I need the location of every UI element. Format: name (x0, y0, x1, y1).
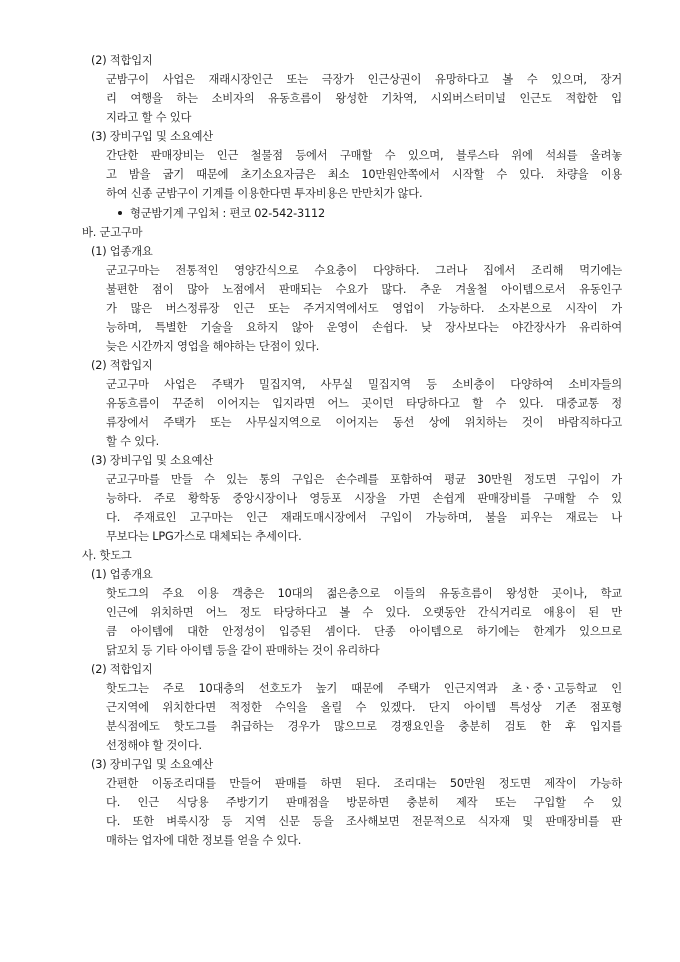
subheading-location-1: (2) 적합입지 (91, 54, 153, 67)
paragraph-line: 유동흐름이 꾸준히 이어지는 입지라면 어느 곳이던 타당하다고 할 수 있다. 대중교통 정 (106, 397, 622, 410)
section-heading-sweet-potato: 바. 군고구마 (82, 226, 143, 239)
subheading-overview-2: (1) 업종개요 (91, 245, 153, 258)
section-heading-hotdog: 사. 핫도그 (82, 549, 132, 562)
paragraph-line: 무보다는 LPG가스로 대체되는 추세이다. (106, 530, 302, 543)
subheading-equipment-1: (3) 장비구입 및 소요예산 (91, 130, 213, 143)
subheading-equipment-2: (3) 장비구입 및 소요예산 (91, 454, 213, 467)
paragraph-line: 군밤구이 사업은 재래시장인근 또는 극장가 인근상권이 유망하다고 볼 수 있으며, 장거 (106, 73, 622, 86)
paragraph-line: 근지역에 위치한다면 적정한 수익을 올릴 수 있겠다. 단지 아이템 특성상 기존 점포형 (106, 701, 622, 714)
paragraph-line: 군고구마는 전통적인 영양간식으로 수요층이 다양하다. 그러나 집에서 조리해 먹기에는 (106, 264, 622, 277)
paragraph-line: 늦은 시간까지 영업을 해야하는 단점이 있다. (106, 340, 320, 353)
paragraph-line: 할 수 있다. (106, 435, 160, 448)
paragraph-line: 류장에서 주택가 또는 사무실지역으로 이어지는 동선 상에 위치하는 것이 바람직하다고 (106, 416, 622, 429)
paragraph-line: 고 밤을 굽기 때문에 초기소요자금은 최소 10만원안쪽에서 시작할 수 있다. 차량을 이용 (106, 168, 622, 181)
bullet-item (118, 205, 325, 223)
subheading-equipment-3: (3) 장비구입 및 소요예산 (91, 758, 213, 771)
paragraph-line: 간단한 판매장비는 인근 철물점 등에서 구매할 수 있으며, 블루스타 위에 석쇠를 올려놓 (106, 149, 622, 162)
paragraph-line: 능하다. 주로 황학동 중앙시장이나 영등포 시장을 가면 손쉽게 판매장비를 구매할 수 있 (106, 492, 622, 505)
paragraph-line: 능하며, 특별한 기술을 요하지 않아 운영이 손쉽다. 낮 장사보다는 야간장사가 유리하여 (106, 321, 622, 334)
paragraph-line: 매하는 업자에 대한 정보를 얻을 수 있다. (106, 834, 302, 847)
paragraph-line: 간편한 이동조리대를 만들어 판매를 하면 된다. 조리대는 50만원 정도면 제작이 가능하 (106, 777, 622, 790)
paragraph-line: 닭꼬치 등 기타 아이템 등을 같이 판매하는 것이 유리하다 (106, 644, 380, 657)
subheading-location-2: (2) 적합입지 (91, 359, 153, 372)
bullet-icon (118, 211, 122, 215)
paragraph-line: 다. 인근 식당용 주방기기 판매점을 방문하면 충분히 제작 또는 구입할 수 있 (106, 796, 622, 809)
paragraph-line: 다. 주재료인 고구마는 인근 재래도매시장에서 구입이 가능하며, 불을 피우는 재료는 나 (106, 511, 622, 524)
paragraph-line: 분식점에도 핫도그를 취급하는 경우가 많으므로 경쟁요인을 충분히 검토 한 후 입지를 (106, 720, 622, 733)
paragraph-line: 하여 신종 군밤구이 기계를 이용한다면 투자비용은 만만치가 않다. (106, 187, 423, 200)
paragraph-line: 지라고 할 수 있다 (106, 111, 192, 124)
paragraph-line: 군고구마를 만들 수 있는 통의 구입은 손수레를 포함하여 평균 30만원 정도면 구입이 가 (106, 473, 622, 486)
paragraph-line: 핫도그는 주로 10대층의 선호도가 높기 때문에 주택가 인근지역과 초ㆍ중ㆍ고등학교 인 (106, 682, 622, 695)
paragraph-line: 선정해야 할 것이다. (106, 739, 202, 752)
paragraph-line: 인근에 위치하면 어느 정도 타당하다고 볼 수 있다. 오랫동안 간식거리로 애용이 된 만 (106, 606, 622, 619)
paragraph-line: 가 많은 버스정류장 인근 또는 주거지역에서도 영업이 가능하다. 소자본으로 시작이 가 (106, 302, 622, 315)
subheading-overview-3: (1) 업종개요 (91, 568, 153, 581)
paragraph-line: 리 여행을 하는 소비자의 유동흐름이 왕성한 기차역, 시외버스터미널 인근도 적합한 입 (106, 92, 622, 105)
paragraph-line: 군고구마 사업은 주택가 밀집지역, 사무실 밀집지역 등 소비층이 다양하여 소비자들의 (106, 378, 622, 391)
paragraph-line: 다. 또한 벼룩시장 등 지역 신문 등을 조사해보면 전문적으로 식자재 및 판매장비를 판 (106, 815, 622, 828)
paragraph-line: 큼 아이템에 대한 안정성이 입증된 셈이다. 단종 아이템으로 하기에는 한계가 있으므로 (106, 625, 622, 638)
paragraph-line: 불편한 점이 많아 노점에서 판매되는 수요가 많다. 추운 겨울철 아이템으로서 유동인구 (106, 283, 622, 296)
paragraph-line: 핫도그의 주요 이용 객층은 10대의 젊은층으로 이들의 유동흐름이 왕성한 곳이나, 학교 (106, 587, 622, 600)
subheading-location-3: (2) 적합입지 (91, 663, 153, 676)
bullet-text: 형군밤기계 구입처 : 편코 02-542-3112 (130, 207, 325, 220)
